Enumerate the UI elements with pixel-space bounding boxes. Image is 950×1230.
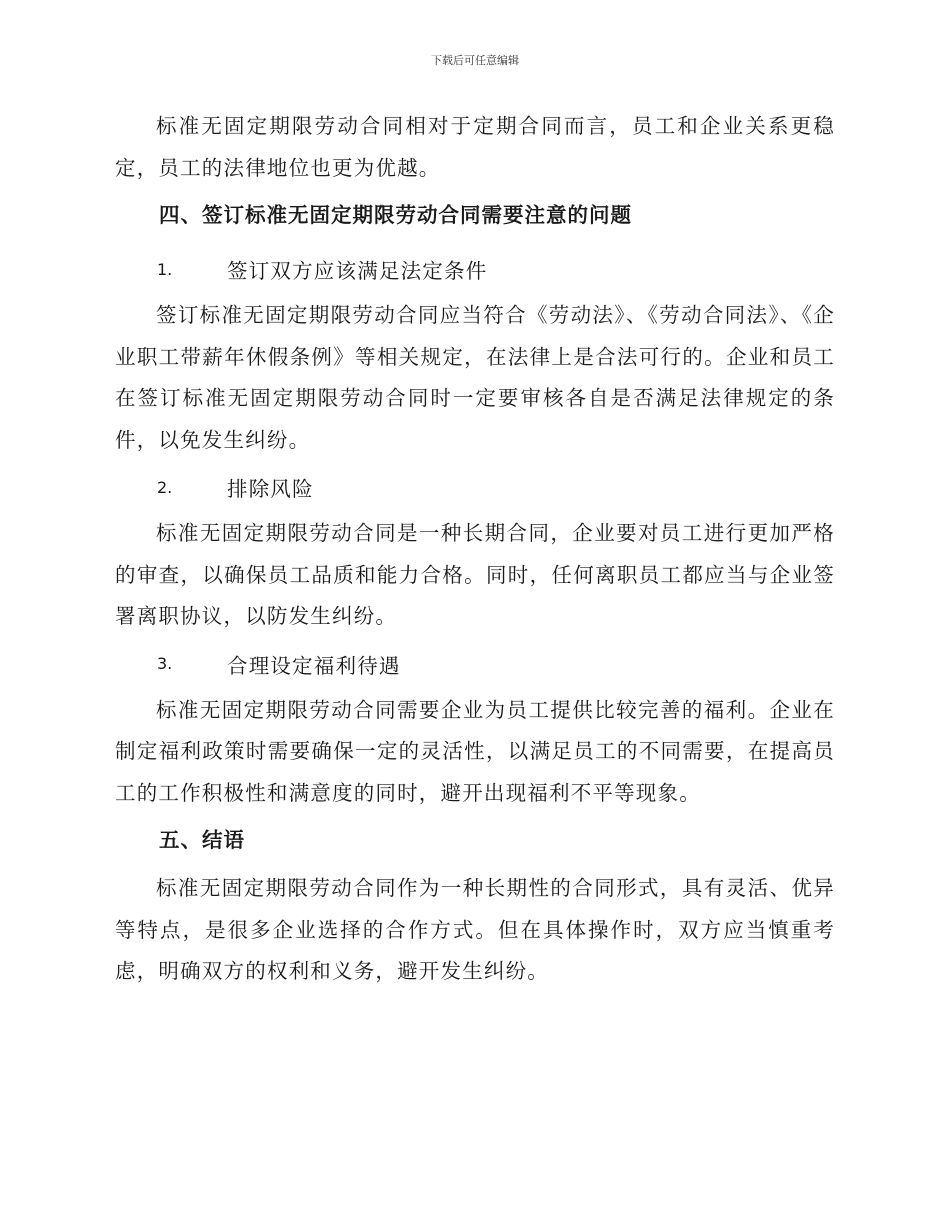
conclusion-paragraph: 标准无固定期限劳动合同作为一种长期性的合同形式，具有灵活、优异等特点，是很多企业选择的合作方式。但在具体操作时，双方应当慎重考虑，明确双方的权利和义务，避开发生纠纷。 bbox=[115, 876, 835, 983]
list-item-3-label: 合理设定福利待遇 bbox=[227, 653, 401, 678]
list-item-2-title bbox=[115, 461, 835, 513]
list-item-1-paragraph: 签订标准无固定期限劳动合同应当符合《劳动法》、《劳动合同法》、《企业职工带薪年休假条例》等相关规定，在法律上是合法可行的。企业和员工在签订标准无固定期限劳动合同时一定要审核各自是否满足法律规定的条件，以免发生纠纷。 bbox=[115, 303, 835, 452]
document-body bbox=[115, 106, 835, 993]
list-item-1-title bbox=[115, 243, 835, 295]
list-item-3-title bbox=[115, 638, 835, 690]
list-item-3-number: 3. bbox=[157, 654, 173, 673]
list-item-3-paragraph: 标准无固定期限劳动合同需要企业为员工提供比较完善的福利。企业在制定福利政策时需要确保一定的灵活性，以满足员工的不同需要，在提高员工的工作积极性和满意度的同时，避开出现福利不平等现象。 bbox=[115, 697, 835, 805]
section-5-heading: 五、结语 bbox=[159, 828, 245, 853]
list-item-2-label: 排除风险 bbox=[227, 477, 314, 501]
list-item-2-paragraph: 标准无固定期限劳动合同是一种长期合同，企业要对员工进行更加严格的审查，以确保员工品质和能力合格。同时，任何离职员工都应当与企业签署离职协议，以防发生纠纷。 bbox=[115, 521, 835, 628]
section-4-heading: 四、签订标准无固定期限劳动合同需要注意的问题 bbox=[159, 203, 632, 228]
intro-paragraph: 标准无固定期限劳动合同相对于定期合同而言，员工和企业关系更稳定，员工的法律地位也更为优越。 bbox=[115, 114, 835, 180]
list-item-1-number: 1. bbox=[157, 259, 173, 279]
list-item-1-label: 签订双方应该满足法定条件 bbox=[227, 259, 488, 283]
page-header: 下载后可任意编辑 bbox=[431, 54, 519, 67]
list-item-2-number: 2. bbox=[157, 477, 173, 497]
